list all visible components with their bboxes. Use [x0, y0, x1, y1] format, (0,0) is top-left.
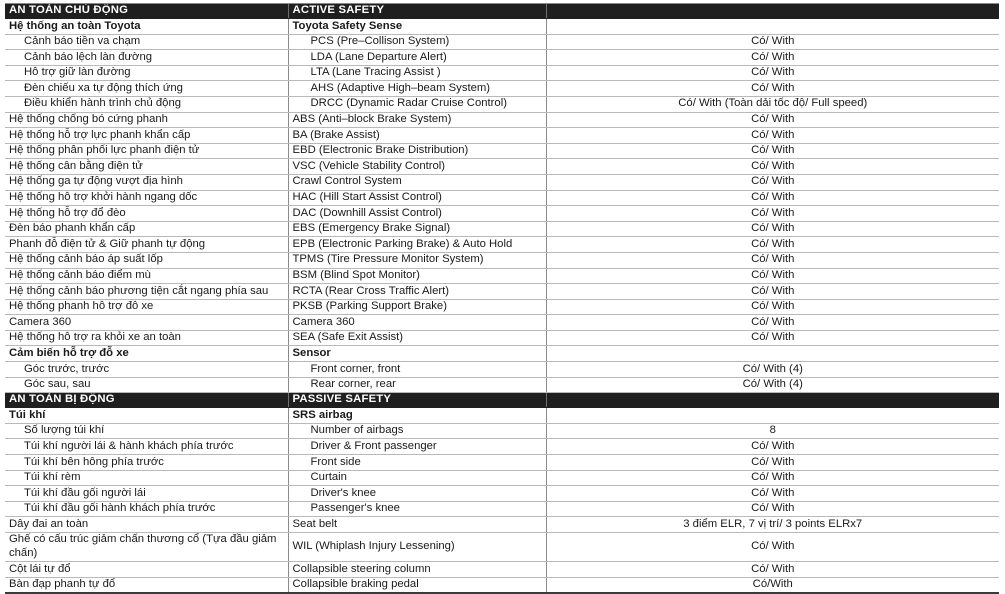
cell-vietnamese: Hệ thống hỗ trợ khởi hành ngang dốc	[5, 190, 288, 206]
cell-vietnamese: Dây đai an toàn	[5, 517, 288, 533]
spec-row	[5, 252, 999, 268]
cell-english: ABS (Anti–block Brake System)	[288, 112, 546, 128]
cell-value	[546, 4, 999, 19]
cell-vietnamese: Hỗ trợ giữ làn đường	[5, 65, 288, 81]
cell-english: Collapsible steering column	[288, 562, 546, 578]
spec-sheet	[5, 0, 999, 594]
spec-row	[5, 315, 999, 331]
cell-english: Camera 360	[288, 315, 546, 331]
cell-vietnamese: AN TOÀN BỊ ĐỘNG	[5, 393, 288, 408]
cell-vietnamese: Túi khí	[5, 408, 288, 424]
cell-english: BA (Brake Assist)	[288, 128, 546, 144]
cell-value: Có/ With	[546, 330, 999, 346]
spec-row	[5, 423, 999, 439]
cell-vietnamese: Hệ thống phân phối lực phanh điện tử	[5, 143, 288, 159]
cell-vietnamese: Cảnh báo lệch làn đường	[5, 50, 288, 66]
group-row	[5, 346, 999, 362]
cell-value: Có/ With	[546, 562, 999, 578]
cell-english: Curtain	[288, 470, 546, 486]
cell-value: Có/ With	[546, 237, 999, 253]
spec-row	[5, 501, 999, 517]
cell-english: DAC (Downhill Assist Control)	[288, 206, 546, 222]
cell-vietnamese: Điều khiển hành trình chủ động	[5, 96, 288, 112]
cell-vietnamese: Hệ thống cảnh báo áp suất lốp	[5, 252, 288, 268]
spec-row	[5, 190, 999, 206]
cell-value: Có/ With	[546, 50, 999, 66]
cell-vietnamese: Cột lái tự đổ	[5, 562, 288, 578]
cell-value: Có/ With	[546, 315, 999, 331]
cell-english: PKSB (Parking Support Brake)	[288, 299, 546, 315]
cell-english: EBS (Emergency Brake Signal)	[288, 221, 546, 237]
cell-vietnamese: Góc trước, trước	[5, 362, 288, 378]
spec-row	[5, 206, 999, 222]
cell-english: Front corner, front	[288, 362, 546, 378]
cell-value: Có/ With	[546, 190, 999, 206]
cell-english: DRCC (Dynamic Radar Cruise Control)	[288, 96, 546, 112]
cell-value	[546, 19, 999, 35]
cell-english: Rear corner, rear	[288, 377, 546, 393]
spec-row	[5, 96, 999, 112]
cell-vietnamese: Bàn đạp phanh tự đổ	[5, 577, 288, 593]
spec-row	[5, 112, 999, 128]
group-row	[5, 19, 999, 35]
cell-vietnamese: Hệ thống cảnh báo điểm mù	[5, 268, 288, 284]
cell-value: Có/ With	[546, 486, 999, 502]
cell-english: SEA (Safe Exit Assist)	[288, 330, 546, 346]
cell-value: Có/ With	[546, 501, 999, 517]
cell-value: Có/ With	[546, 284, 999, 300]
cell-value	[546, 346, 999, 362]
spec-row	[5, 128, 999, 144]
spec-row	[5, 562, 999, 578]
cell-vietnamese: Hệ thống ga tự động vượt địa hình	[5, 174, 288, 190]
cell-english: PASSIVE SAFETY	[288, 393, 546, 408]
cell-english: Toyota Safety Sense	[288, 19, 546, 35]
spec-row	[5, 533, 999, 562]
cell-vietnamese: Đèn báo phanh khẩn cấp	[5, 221, 288, 237]
spec-row	[5, 50, 999, 66]
cell-value: Có/ With	[546, 299, 999, 315]
cell-english: Number of airbags	[288, 423, 546, 439]
cell-vietnamese: Hệ thống cân bằng điện tử	[5, 159, 288, 175]
spec-row	[5, 330, 999, 346]
cell-vietnamese: Đèn chiếu xa tự động thích ứng	[5, 81, 288, 97]
cell-english: LTA (Lane Tracing Assist )	[288, 65, 546, 81]
cell-english: WIL (Whiplash Injury Lessening)	[288, 533, 546, 562]
cell-value: Có/ With	[546, 252, 999, 268]
cell-vietnamese: Hệ thống chống bó cứng phanh	[5, 112, 288, 128]
cell-english: VSC (Vehicle Stability Control)	[288, 159, 546, 175]
cell-value: Có/ With	[546, 206, 999, 222]
cell-vietnamese: Hệ thống hỗ trợ ra khỏi xe an toàn	[5, 330, 288, 346]
cell-english: Driver & Front passenger	[288, 439, 546, 455]
spec-row	[5, 470, 999, 486]
cell-value: Có/ With (4)	[546, 377, 999, 393]
spec-row	[5, 81, 999, 97]
cell-vietnamese: Túi khí đầu gối hành khách phía trước	[5, 501, 288, 517]
cell-english: Sensor	[288, 346, 546, 362]
cell-vietnamese: AN TOÀN CHỦ ĐỘNG	[5, 4, 288, 19]
cell-english: HAC (Hill Start Assist Control)	[288, 190, 546, 206]
cell-vietnamese: Hệ thống phanh hỗ trợ đỗ xe	[5, 299, 288, 315]
cell-value: Có/ With	[546, 143, 999, 159]
cell-english: Collapsible braking pedal	[288, 577, 546, 593]
cell-value: Có/ With	[546, 65, 999, 81]
cell-value	[546, 393, 999, 408]
cell-english: ACTIVE SAFETY	[288, 4, 546, 19]
cell-vietnamese: Ghế có cấu trúc giảm chấn thương cổ (Tựa đầu giảm chấn)	[5, 533, 288, 562]
cell-english: Crawl Control System	[288, 174, 546, 190]
spec-row	[5, 455, 999, 471]
cell-english: TPMS (Tire Pressure Monitor System)	[288, 252, 546, 268]
spec-row	[5, 268, 999, 284]
cell-value: Có/ With	[546, 470, 999, 486]
section-header-passive	[5, 393, 999, 408]
cell-value: Có/ With	[546, 533, 999, 562]
cell-english: Seat belt	[288, 517, 546, 533]
cell-vietnamese: Camera 360	[5, 315, 288, 331]
cell-vietnamese: Góc sau, sau	[5, 377, 288, 393]
cell-english: Passenger's knee	[288, 501, 546, 517]
cell-vietnamese: Số lượng túi khí	[5, 423, 288, 439]
cell-vietnamese: Cảm biến hỗ trợ đỗ xe	[5, 346, 288, 362]
cell-value: Có/ With	[546, 439, 999, 455]
spec-row	[5, 221, 999, 237]
spec-row	[5, 159, 999, 175]
spec-row	[5, 517, 999, 533]
cell-english: BSM (Blind Spot Monitor)	[288, 268, 546, 284]
spec-row	[5, 65, 999, 81]
safety-spec-body	[5, 4, 999, 593]
cell-english: EPB (Electronic Parking Brake) & Auto Hold	[288, 237, 546, 253]
spec-row	[5, 377, 999, 393]
safety-spec-table	[5, 4, 999, 594]
spec-row	[5, 237, 999, 253]
cell-value: 8	[546, 423, 999, 439]
section-header-active	[5, 4, 999, 19]
spec-row	[5, 486, 999, 502]
cell-vietnamese: Túi khí bên hông phía trước	[5, 455, 288, 471]
cell-value: Có/With	[546, 577, 999, 593]
cell-value: 3 điểm ELR, 7 vị trí/ 3 points ELRx7	[546, 517, 999, 533]
cell-value: Có/ With (4)	[546, 362, 999, 378]
spec-row	[5, 34, 999, 50]
spec-row	[5, 439, 999, 455]
cell-value: Có/ With	[546, 268, 999, 284]
spec-row	[5, 143, 999, 159]
cell-english: SRS airbag	[288, 408, 546, 424]
cell-english: LDA (Lane Departure Alert)	[288, 50, 546, 66]
spec-row	[5, 284, 999, 300]
cell-english: RCTA (Rear Cross Traffic Alert)	[288, 284, 546, 300]
spec-row	[5, 362, 999, 378]
cell-english: EBD (Electronic Brake Distribution)	[288, 143, 546, 159]
cell-value: Có/ With	[546, 81, 999, 97]
cell-vietnamese: Túi khí rèm	[5, 470, 288, 486]
cell-english: AHS (Adaptive High–beam System)	[288, 81, 546, 97]
cell-value: Có/ With	[546, 221, 999, 237]
group-row	[5, 408, 999, 424]
cell-vietnamese: Phanh đỗ điện tử & Giữ phanh tự động	[5, 237, 288, 253]
cell-value: Có/ With	[546, 455, 999, 471]
cell-value: Có/ With (Toàn dải tốc độ/ Full speed)	[546, 96, 999, 112]
cell-value	[546, 408, 999, 424]
cell-value: Có/ With	[546, 34, 999, 50]
cell-value: Có/ With	[546, 112, 999, 128]
cell-english: PCS (Pre–Collison System)	[288, 34, 546, 50]
cell-english: Front side	[288, 455, 546, 471]
cell-vietnamese: Túi khí người lái & hành khách phía trước	[5, 439, 288, 455]
spec-row	[5, 174, 999, 190]
spec-row	[5, 299, 999, 315]
cell-value: Có/ With	[546, 128, 999, 144]
cell-english: Driver's knee	[288, 486, 546, 502]
cell-vietnamese: Hệ thống cảnh báo phương tiện cắt ngang phía sau	[5, 284, 288, 300]
cell-value: Có/ With	[546, 174, 999, 190]
cell-vietnamese: Hệ thống hỗ trợ đổ đèo	[5, 206, 288, 222]
cell-vietnamese: Hệ thống an toàn Toyota	[5, 19, 288, 35]
cell-vietnamese: Túi khí đầu gối người lái	[5, 486, 288, 502]
spec-row	[5, 577, 999, 593]
cell-value: Có/ With	[546, 159, 999, 175]
cell-vietnamese: Hệ thống hỗ trợ lực phanh khẩn cấp	[5, 128, 288, 144]
cell-vietnamese: Cảnh báo tiền va chạm	[5, 34, 288, 50]
